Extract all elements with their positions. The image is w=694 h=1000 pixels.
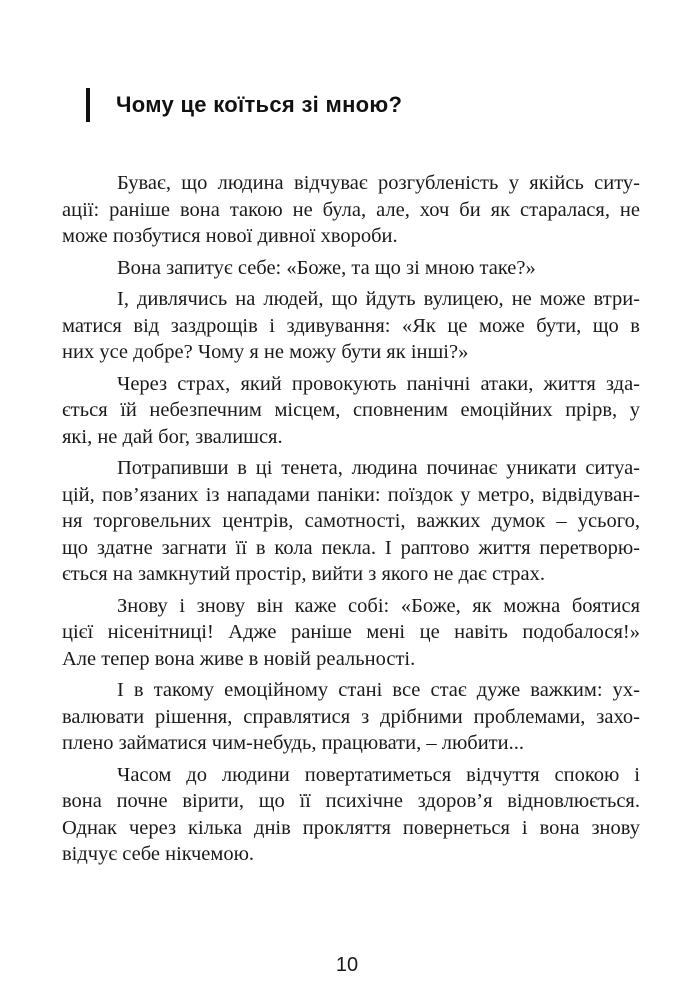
heading-bar	[86, 88, 90, 122]
text-line: ється на замкнутий простір, вийти з якого не дає страх.	[62, 563, 546, 585]
paragraph	[62, 170, 640, 250]
text-line: валювати рішення, справлятися з дрібними проблемами, захо-	[62, 705, 640, 728]
paragraph	[62, 371, 640, 451]
text-line: Знову і знову він каже собі: «Боже, як можна боятися	[117, 594, 640, 617]
text-line: Часом до людини повертатиметься відчуття спокою і	[117, 763, 640, 786]
paragraph	[62, 255, 640, 282]
text-line: І в такому емоційному стані все стає дуже важким: ух-	[117, 679, 640, 701]
text-line: Вона запитує себе: «Боже, та що зі мною таке?»	[117, 256, 536, 279]
text-line: може позбутися нової дивної хвороби.	[62, 225, 398, 247]
text-line: Буває, що людина відчуває розгубленість у якійсь ситу-	[117, 172, 640, 194]
text-line: ня торговельних центрів, самотності, важких думок – усього,	[62, 510, 640, 532]
text-line: Однак через кілька днів прокляття повернеться і вона знову	[62, 816, 640, 839]
body-text	[62, 170, 640, 873]
chapter-heading: Чому це коїться зі мною?	[116, 92, 403, 117]
text-line: цій, пов’язаних із нападами паніки: поїздок у метро, відвідуван-	[62, 483, 640, 506]
text-line: них усе добре? Чому я не можу бути як інші?»	[62, 341, 469, 363]
text-line: Через страх, який провокують панічні атаки, життя зда-	[117, 372, 640, 395]
text-line: ється їй небезпечним місцем, сповненим емоційних прірв, у	[62, 399, 640, 421]
text-line: цієї нісенітниці! Адже раніше мені це навіть подобалося!»	[62, 621, 640, 643]
text-line: вона почне вірити, що її психічне здоров’я відновлюється.	[62, 790, 640, 812]
paragraph	[62, 593, 640, 673]
text-line: відчує себе нікчемою.	[62, 843, 255, 865]
text-line: матися від заздрощів і здивування: «Як це може бути, що в	[62, 314, 640, 337]
text-line: Потрапивши в ці тенета, людина починає уникати ситуа-	[117, 457, 640, 479]
text-line: які, не дай бог, звалишся.	[62, 425, 283, 448]
paragraph	[62, 455, 640, 588]
paragraph	[62, 762, 640, 868]
paragraph	[62, 677, 640, 757]
text-line: що здатне загнати її в кола пекла. І раптово життя перетворю-	[62, 536, 640, 559]
text-line: І, дивлячись на людей, що йдуть вулицею, не може втри-	[117, 288, 640, 310]
text-line: ації: раніше вона такою не була, але, хоч би як старалася, не	[62, 198, 640, 221]
text-line: Але тепер вона живе в новій реальності.	[62, 647, 416, 670]
paragraph	[62, 286, 640, 366]
page-number: 10	[335, 954, 359, 976]
text-line: плено займатися чим-небудь, працювати, – любити...	[62, 732, 524, 754]
